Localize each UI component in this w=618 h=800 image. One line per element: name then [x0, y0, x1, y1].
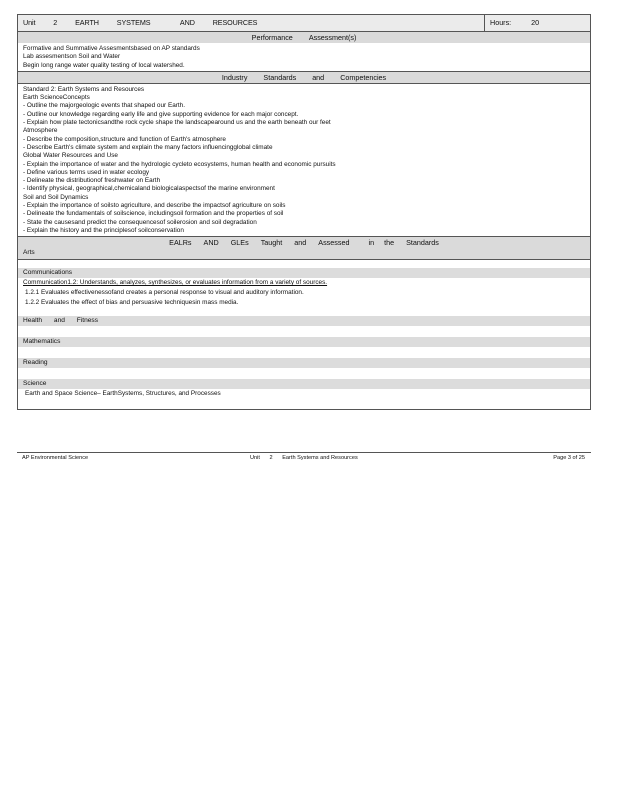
standard-line: Earth ScienceConcepts — [23, 94, 90, 102]
footer-unit: Unit 2 Earth Systems and Resources — [250, 455, 358, 461]
standard-line: Standard 2: Earth Systems and Resources — [23, 85, 145, 93]
hours-label: Hours: — [490, 18, 512, 27]
content-box — [17, 31, 591, 410]
performance-body — [18, 43, 590, 71]
footer-course: AP Environmental Science — [22, 455, 89, 461]
standard-line: - Explain the history and the principlesof soilconservation — [23, 226, 184, 234]
standard-line: Soil and Soil Dynamics — [23, 193, 89, 201]
standard-line: - Delineate the fundamentals of soilscience, includingsoil formation and the properties of soil — [23, 210, 284, 218]
mathematics-label: Mathematics — [18, 337, 590, 347]
science-body — [18, 389, 590, 409]
standard-line: - State the causesand predict the consequencesof soilerosion and soil degradation — [23, 218, 257, 226]
page-footer — [17, 452, 591, 461]
unit-header — [17, 14, 591, 31]
standard-line: - Describe Earth's climate system and explain the many factors influencingglobal climate — [23, 143, 273, 151]
standard-line: - Delineate the distributionof freshwater on Earth — [23, 177, 161, 185]
footer-page-number: Page 3 of 25 — [553, 455, 585, 461]
communication-standard-link[interactable]: Communication1.2: Understands, analyzes, synthesizes, or evaluates information from a variety of sources. — [23, 279, 328, 287]
performance-title: Performance Assessment(s) — [18, 32, 590, 43]
spacer — [18, 259, 590, 266]
unit-title-word: RESOURCES — [212, 18, 258, 27]
reading-label: Reading — [18, 358, 590, 368]
communications-label: Communications — [18, 268, 590, 278]
hours-value: 20 — [531, 18, 540, 27]
unit-number: 2 — [53, 18, 58, 27]
standard-line: - Outline our knowledge regarding early life and give supporting evidence for each major concept. — [23, 110, 299, 118]
standard-line: - Explain the importance of soilsto agriculture, and describe the impactsof agriculture on soils — [23, 202, 286, 210]
communication-item: 1.2.1 Evaluates effectivenessofand creates a personal response to visual and auditory information. — [25, 289, 304, 297]
communication-item: 1.2.2 Evaluates the effect of bias and persuasive techniquesin mass media. — [25, 299, 239, 307]
performance-line: Lab assesmentson Soil and Water — [23, 53, 121, 61]
performance-line: Begin long range water quality testing of local watershed. — [23, 61, 185, 69]
science-label: Science — [18, 379, 590, 389]
unit-title — [18, 15, 485, 31]
standard-line: - Describe the composition,structure and function of Earth's atmosphere — [23, 135, 226, 143]
standard-line: - Outline the majorgeologic events that shaped our Earth. — [23, 102, 185, 110]
ealrs-header — [18, 236, 590, 259]
standard-line: Global Water Resources and Use — [23, 152, 118, 160]
industry-title: Industry Standards and Competencies — [18, 71, 590, 84]
health-label: Health and Fitness — [18, 316, 590, 326]
unit-label: Unit — [23, 18, 36, 27]
unit-title-word: EARTH — [75, 18, 99, 27]
science-item: Earth and Space Science– EarthSystems, Structures, and Processes — [25, 390, 221, 398]
standard-line: - Identify physical, geographical,chemicaland biologicalaspectsof the marine environment — [23, 185, 275, 193]
hours-cell — [485, 15, 590, 31]
standard-line: Atmosphere — [23, 127, 58, 135]
communications-body — [18, 278, 590, 308]
unit-title-word: AND — [179, 18, 195, 27]
arts-label: Arts — [23, 249, 35, 257]
standard-line: - Explain how plate tectonicsandthe rock cycle shape the landscapearound us and the earth beneath our feet — [23, 119, 331, 127]
standard-line: - Define various terms used in water ecology — [23, 168, 150, 176]
unit-page — [17, 14, 591, 410]
ealrs-title: EALRs AND GLEs Taught and Assessed in the Standards — [169, 238, 439, 248]
performance-line: Formative and Summative Assesmentsbased on AP standards — [23, 45, 200, 52]
standard-line: - Explain the importance of water and the hydrologic cycleto ecosystems, human health and economic pursuits — [23, 160, 336, 168]
unit-title-word: SYSTEMS — [116, 18, 151, 27]
industry-body — [18, 84, 590, 236]
